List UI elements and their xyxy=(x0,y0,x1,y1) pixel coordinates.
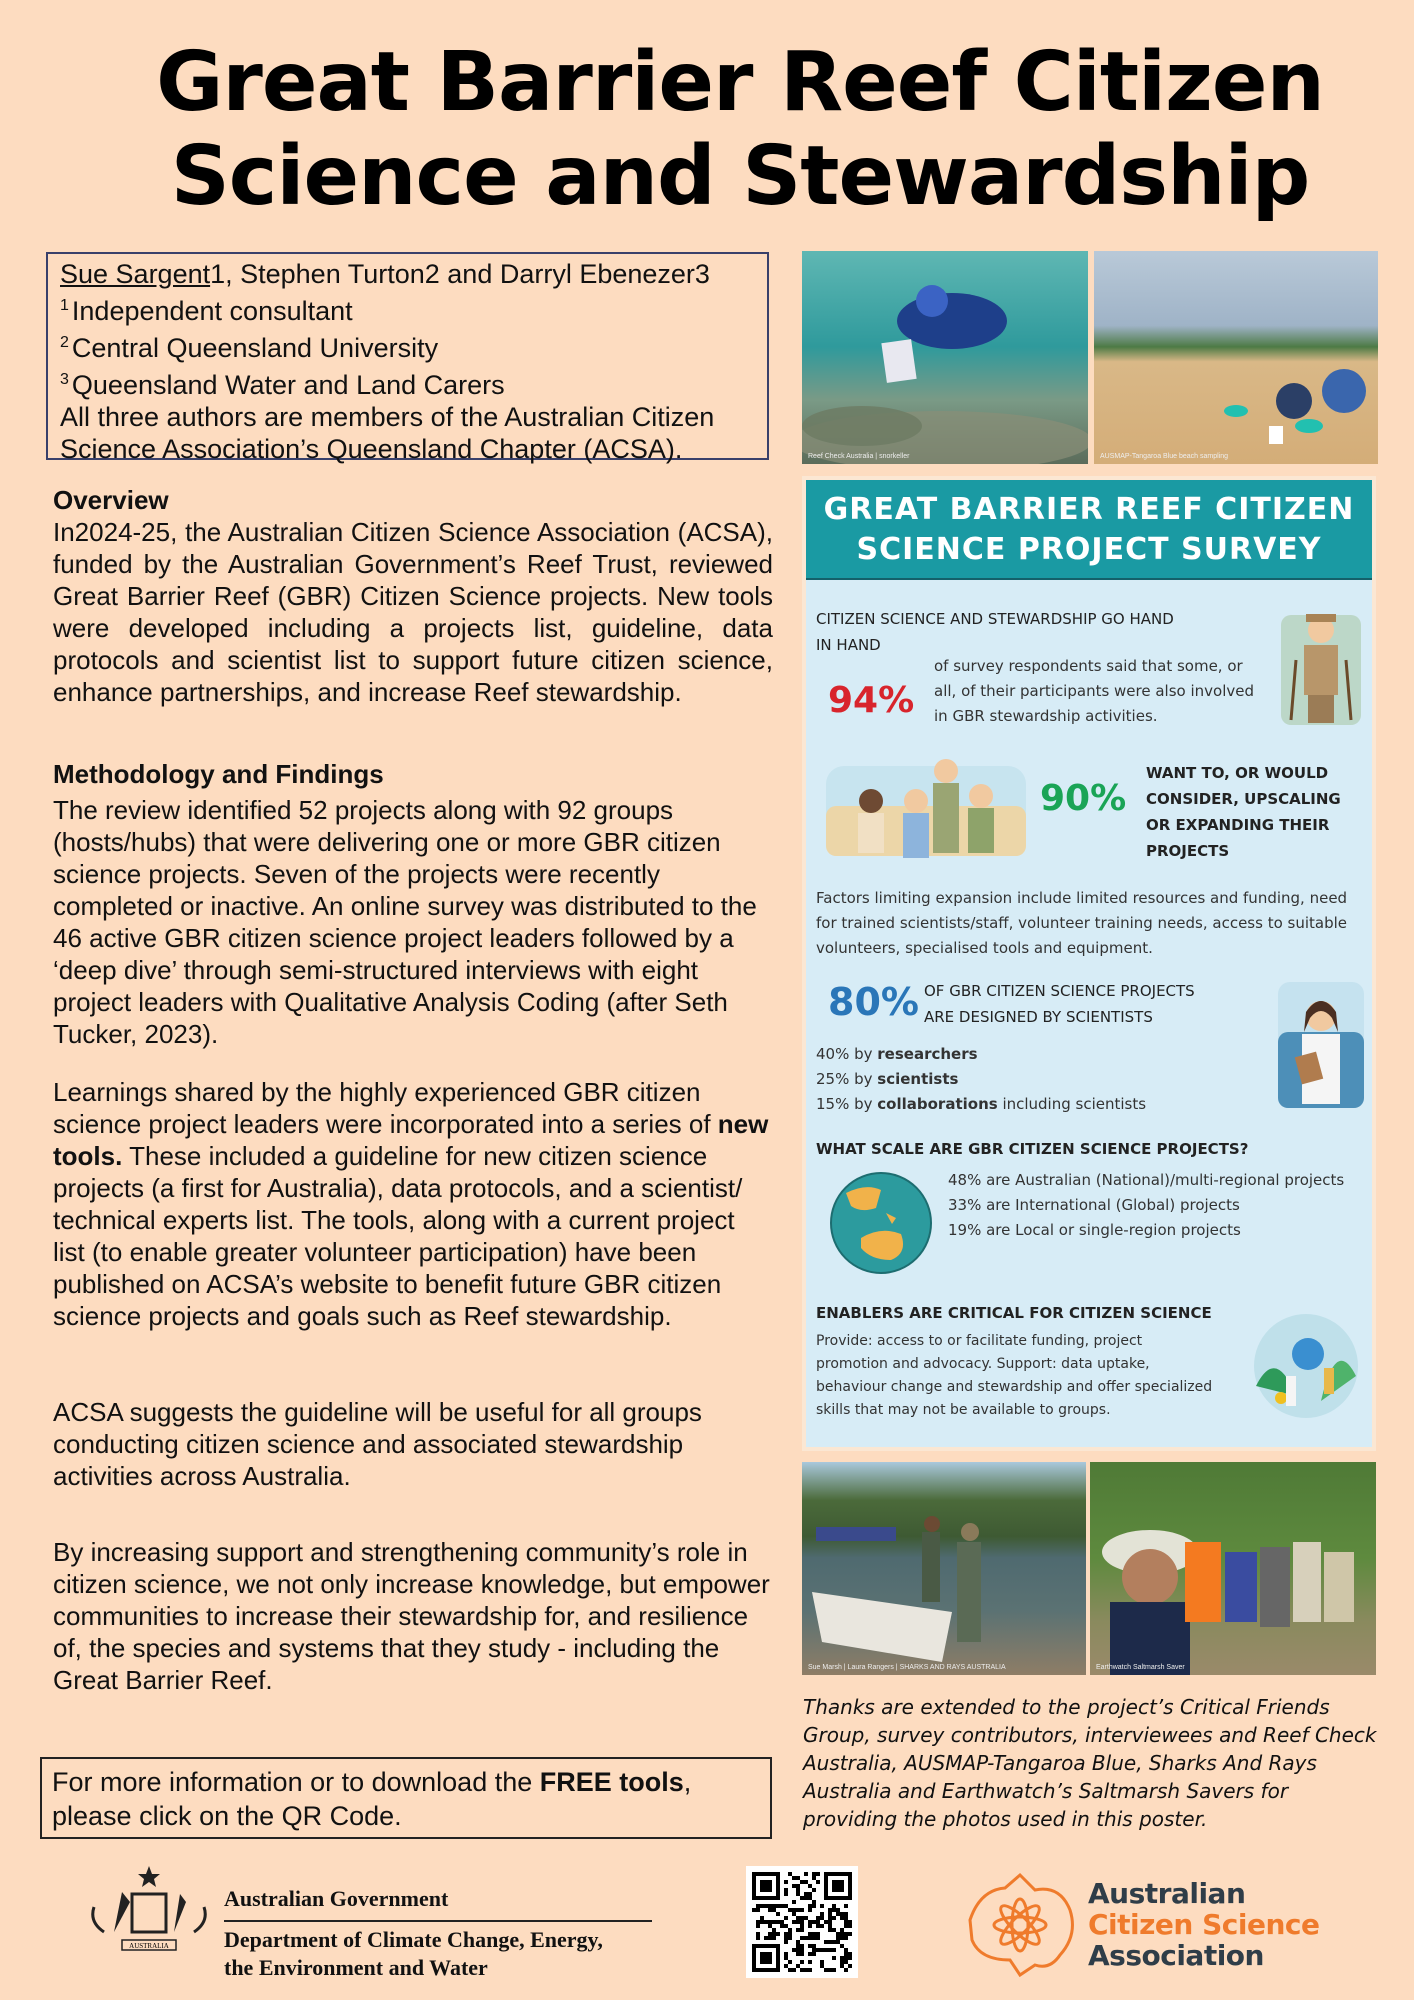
qr-code-icon[interactable] xyxy=(752,1872,852,1972)
design-heading xyxy=(924,978,1264,1030)
overview-section xyxy=(53,484,773,708)
acsa-wordmark xyxy=(1088,1878,1319,1971)
department-line: Department of Climate Change, Energy, xyxy=(224,1927,603,1952)
affiliation-number: 3 xyxy=(60,371,69,388)
photo-caption: Sue Marsh | Laura Rangers | SHARKS AND RAYS AUSTRALIA xyxy=(808,1664,1006,1671)
info-text: For more information or to download the xyxy=(52,1767,540,1797)
community-science-illustration-icon xyxy=(1246,1306,1366,1426)
poster-title xyxy=(120,36,1360,224)
learnings-text: Learnings shared by the highly experienced GBR citizen science project leaders were incorporated into a series of xyxy=(53,1077,718,1139)
photo-caption: Earthwatch Saltmarsh Saver xyxy=(1096,1664,1185,1671)
infographic-header xyxy=(806,480,1372,580)
gov-name: Australian Government xyxy=(224,1886,449,1911)
photo-beach-sampling xyxy=(1094,251,1378,464)
photo-saltmarsh-team xyxy=(1090,1462,1376,1675)
lead-author: Sue Sargent xyxy=(60,259,211,289)
stat-90-percent: 90% xyxy=(1040,778,1127,819)
expansion-heading: WANT TO, OR WOULD CONSIDER, UPSCALING OR EXPANDING THEIR PROJECTS xyxy=(1146,764,1341,860)
department-name xyxy=(224,1926,603,1982)
affiliation-number: 2 xyxy=(60,334,69,351)
boat-illustration xyxy=(802,1462,1086,1675)
australian-government-logo xyxy=(84,1858,684,1978)
expansion-factors: Factors limiting expansion include limited resources and funding, need for trained scientists/staff, volunteer training needs, access to suitable volunteers, specialised tools and equipment. xyxy=(816,889,1348,957)
title-line-1: Great Barrier Reef Citizen xyxy=(156,35,1324,130)
scale-heading: WHAT SCALE ARE GBR CITIZEN SCIENCE PROJECTS? xyxy=(816,1140,1249,1158)
infographic-title-2: SCIENCE PROJECT SURVEY xyxy=(856,532,1322,567)
methodology-heading: Methodology and Findings xyxy=(53,759,384,789)
stat-80-percent: 80% xyxy=(828,980,919,1024)
heading-line: IN HAND xyxy=(816,636,881,654)
conclusion-section xyxy=(53,1536,773,1696)
membership-note-1: All three authors are members of the Australian Citizen xyxy=(60,402,715,432)
learnings-body xyxy=(53,1076,773,1332)
co-authors: 1, Stephen Turton2 and Darryl Ebenezer3 xyxy=(210,259,710,289)
affiliation-text: Independent consultant xyxy=(71,296,353,326)
globe-icon xyxy=(826,1168,936,1278)
department-line: the Environment and Water xyxy=(224,1955,488,1980)
photo-snorkeller xyxy=(802,251,1088,464)
learnings-text-rest: These included a guideline for new citizen science projects (a first for Australia), data protocols, and a scientist/ technical experts list. The tools, along with a current project list (to enable greater volunteer participation) have been published on ACSA’s website to benefit future GBR citizen science projects and goals such as Reef stewardship. xyxy=(53,1141,743,1331)
authors-box xyxy=(46,252,769,464)
membership-note-2: Science Association’s Queensland Chapter (ACSA). xyxy=(60,434,683,464)
acsa-flower-map-icon xyxy=(960,1870,1080,1980)
qr-code[interactable] xyxy=(746,1866,858,1978)
enablers-heading: ENABLERS ARE CRITICAL FOR CITIZEN SCIENCE xyxy=(816,1304,1212,1322)
affiliation xyxy=(60,290,755,327)
breakdown-who: researchers xyxy=(877,1045,978,1063)
conclusion: By increasing support and strengthening community’s role in citizen science, we not only increase knowledge, but empower communities to increase their stewardship for, and resilience of, the species and systems that they study - including the Great Barrier Reef. xyxy=(53,1537,770,1695)
acsa-line: Citizen Science xyxy=(1088,1908,1320,1941)
stat-94-percent: 94% xyxy=(828,680,915,721)
design-breakdown-list xyxy=(816,1042,1256,1117)
stewardship-text: of survey respondents said that some, or all, of their participants were also involved in GBR stewardship activities. xyxy=(934,657,1255,725)
affiliation-text: Queensland Water and Land Carers xyxy=(71,370,505,400)
learnings-bold: new tools. xyxy=(53,1109,769,1171)
heading-line: CITIZEN SCIENCE AND STEWARDSHIP GO HAND xyxy=(816,610,1174,628)
breakdown-pct: 25% by xyxy=(816,1070,878,1088)
download-info-box xyxy=(40,1757,772,1839)
stewardship-heading xyxy=(816,606,1256,658)
ranger-illustration-icon xyxy=(1276,600,1366,730)
enablers-text: Provide: access to or facilitate funding, project promotion and advocacy. Support: data uptake, behaviour change and stewardship and offer specialized skills that may not be available to groups. xyxy=(816,1333,1213,1418)
affiliation-text: Central Queensland University xyxy=(71,333,439,363)
learnings-section xyxy=(53,1076,773,1332)
breakdown-rest: including scientists xyxy=(997,1095,1147,1113)
photo-caption: AUSMAP-Tangaroa Blue beach sampling xyxy=(1100,453,1229,460)
scale-list xyxy=(948,1168,1368,1243)
beach-illustration xyxy=(1094,251,1378,464)
photo-caption: Reef Check Australia | snorkeller xyxy=(808,453,910,460)
scale-item: 33% are International (Global) projects xyxy=(948,1196,1240,1214)
breakdown-item xyxy=(816,1067,1256,1092)
breakdown-who: scientists xyxy=(877,1070,959,1088)
methodology-section xyxy=(53,758,773,1050)
gov-divider xyxy=(224,1920,652,1922)
guideline-note: ACSA suggests the guideline will be useful for all groups conducting citizen science and associated stewardship activities across Australia. xyxy=(53,1397,702,1491)
crest-label: AUSTRALIA xyxy=(129,1942,169,1950)
heading-line: OF GBR CITIZEN SCIENCE PROJECTS xyxy=(924,982,1195,1000)
scale-item: 19% are Local or single-region projects xyxy=(948,1221,1241,1239)
team-illustration xyxy=(1090,1462,1376,1675)
affiliation xyxy=(60,327,755,364)
methodology-body: The review identified 52 projects along with 92 groups (hosts/hubs) that were delivering one or more GBR citizen science projects. Seven of the projects were recently completed or inactive. An online survey was distributed to the 46 active GBR citizen science project leaders followed by a ‘deep dive’ through semi-structured interviews with eight project leaders with Qualitative Analysis Coding (after Seth Tucker, 2023). xyxy=(53,795,757,1049)
scientist-illustration-icon xyxy=(1278,982,1364,1108)
acsa-line: Australian xyxy=(1088,1877,1246,1910)
guideline-note-section xyxy=(53,1396,773,1492)
acsa-line: Association xyxy=(1088,1939,1264,1972)
scale-item: 48% are Australian (National)/multi-regional projects xyxy=(948,1171,1345,1189)
acknowledgements: Thanks are extended to the project’s Critical Friends Group, survey contributors, interviewees and Reef Check Australia, AUSMAP-Tangaroa Blue, Sharks And Rays Australia and Earthwatch’s Saltmarsh Savers for providing the photos used in this poster. xyxy=(803,1695,1377,1831)
breakdown-who: collaborations xyxy=(877,1095,998,1113)
photo-boat-survey xyxy=(802,1462,1086,1675)
breakdown-pct: 15% by xyxy=(816,1095,878,1113)
snorkeller-illustration xyxy=(802,251,1088,464)
title-line-2: Science and Stewardship xyxy=(170,129,1310,224)
overview-body: In2024-25, the Australian Citizen Science Association (ACSA), funded by the Australian Government’s Reef Trust, reviewed Great Barrier Reef (GBR) Citizen Science projects. New tools were developed including a projects list, guideline, data protocols and scientist list to support future citizen science, enhance partnerships, and increase Reef stewardship. xyxy=(53,517,773,707)
infographic-title-1: GREAT BARRIER REEF CITIZEN xyxy=(823,492,1355,527)
coat-of-arms-icon xyxy=(84,1862,214,1962)
survey-infographic xyxy=(802,476,1376,1451)
breakdown-item xyxy=(816,1042,1256,1067)
affiliation-number: 1 xyxy=(60,297,69,314)
overview-heading: Overview xyxy=(53,485,169,515)
free-tools-link[interactable]: FREE tools xyxy=(539,1767,684,1797)
breakdown-item xyxy=(816,1092,1256,1117)
affiliation xyxy=(60,364,755,401)
breakdown-pct: 40% by xyxy=(816,1045,878,1063)
volunteers-illustration-icon xyxy=(826,746,1026,866)
author-line xyxy=(60,258,755,290)
info-text-rest: , please click on the QR Code. xyxy=(52,1767,692,1831)
heading-line: ARE DESIGNED BY SCIENTISTS xyxy=(924,1008,1153,1026)
acsa-logo xyxy=(960,1870,1360,1980)
